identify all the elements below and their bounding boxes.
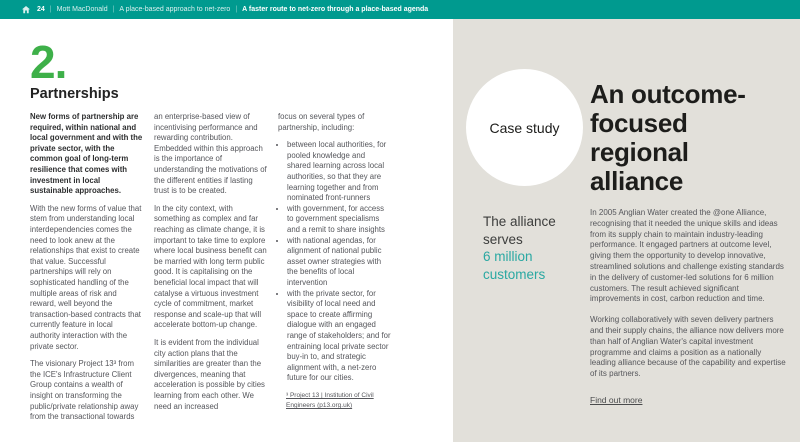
doc-subtitle: A faster route to net-zero through a place-based agenda xyxy=(242,6,429,13)
paragraph: It is evident from the individual city action plans that the similarities are greater than the divergences, meaning that acceleration is possible by cities learning from each other. We need an increased xyxy=(154,337,265,411)
bullet-item: • with the private sector, for visibility of local need and space to create affirming dialogue with an engaged range of stakeholders; and for entraining local private sector buy-in to, and strategic alignment with, a net-zero future for our cities. xyxy=(287,289,391,384)
doc-title: A place-based approach to net-zero xyxy=(119,6,231,13)
paragraph: In the city context, with something as complex and far reaching as climate change, it is important to take time to explore where local business benefit can be married with long term public good. It is capitalising on the beneficial local impact that will catalyse a virtuous investment cycle of commitment, market response and scale-up that will accelerate bottom-up change. xyxy=(154,203,267,330)
case-study-body xyxy=(590,208,787,408)
bullet-item: • with government, for access to government specialisms and a remit to share insights xyxy=(287,204,391,236)
bullet-item: • between local authorities, for pooled knowledge and shared learning across local authorities, so that they are learning together and from nominated front-runners xyxy=(287,140,391,204)
header-bar xyxy=(0,0,800,19)
text-columns xyxy=(30,112,392,430)
paragraph: With the new forms of value that stem from understanding local interdependencies comes the need to look anew at the relationships that exist to create that value. Successful partnerships will rely on sophisticated handling of the multiple areas of risk and reward, well beyond the transaction-based contracts that currently feature in local authority interaction with the private sector. xyxy=(30,203,142,351)
case-study-paragraph: In 2005 Anglian Water created the @one Alliance, recognising that it needed the unique skills and ideas from its supply chain to maintain industry-leading performance. It engaged partners at outcome level, giving them the opportunity to develop innovative, streamlined solutions and challenge existing standards in the delivery of customer-led solutions for 6 million customers. The result achieved significant improvements in cost, carbon reduction and time. xyxy=(590,208,784,304)
footnote-link[interactable]: ³ Project 13 | Institution of Civil Engineers (p13.org.uk) xyxy=(286,392,374,410)
case-study-badge-label: Case study xyxy=(489,119,560,136)
text-column-2 xyxy=(154,112,267,430)
header-separator: | xyxy=(112,6,115,13)
case-study-panel xyxy=(453,19,800,442)
text-column-3 xyxy=(278,112,391,430)
case-study-paragraph: Working collaboratively with seven delivery partners and their supply chains, the alliance now delivers more than half of Anglian Water's capital investment programme and claims a position as a nationally leading alliance because of the capability and expertise of its partners. xyxy=(590,315,786,379)
section-title: Partnerships xyxy=(30,86,119,103)
section-number: 2. xyxy=(30,36,67,88)
header-separator: | xyxy=(49,6,52,13)
paragraph: an enterprise-based view of incentivising performance and rewarding contribution. Embedded within this approach is the importance of understanding the motivations of the different entities if lasting trust is to be created. xyxy=(154,112,267,196)
paragraph: The visionary Project 13³ from the ICE's Infrastructure Client Group contains a wealth of insight on transforming the public/private relationship away from the transactional towards xyxy=(30,359,139,422)
bullet-item: • with national agendas, for alignment of national public asset owner strategies with the benefits of local intervention xyxy=(287,236,391,289)
case-study-badge xyxy=(466,69,583,186)
brand-name: Mott MacDonald xyxy=(56,6,108,13)
intro-paragraph: New forms of partnership are required, within national and local government and with the private sector, with the common goal of long-term resilience that comes with investment in local sustainable approaches. xyxy=(30,112,143,196)
text-column-1 xyxy=(30,112,143,430)
case-study-title: An outcome-focused regional alliance xyxy=(590,79,746,197)
pullquote-accent: 6 million customers xyxy=(483,249,546,282)
page-number: 24 xyxy=(37,6,45,13)
bullet-list xyxy=(278,140,391,384)
pullquote xyxy=(483,213,581,283)
paragraph: focus on several types of partnership, including: xyxy=(278,112,365,132)
header-separator: | xyxy=(235,6,238,13)
home-icon[interactable] xyxy=(22,6,30,14)
pullquote-dark: The alliance serves xyxy=(483,214,556,247)
left-page xyxy=(30,36,392,430)
find-out-more-link[interactable]: Find out more xyxy=(590,394,643,405)
